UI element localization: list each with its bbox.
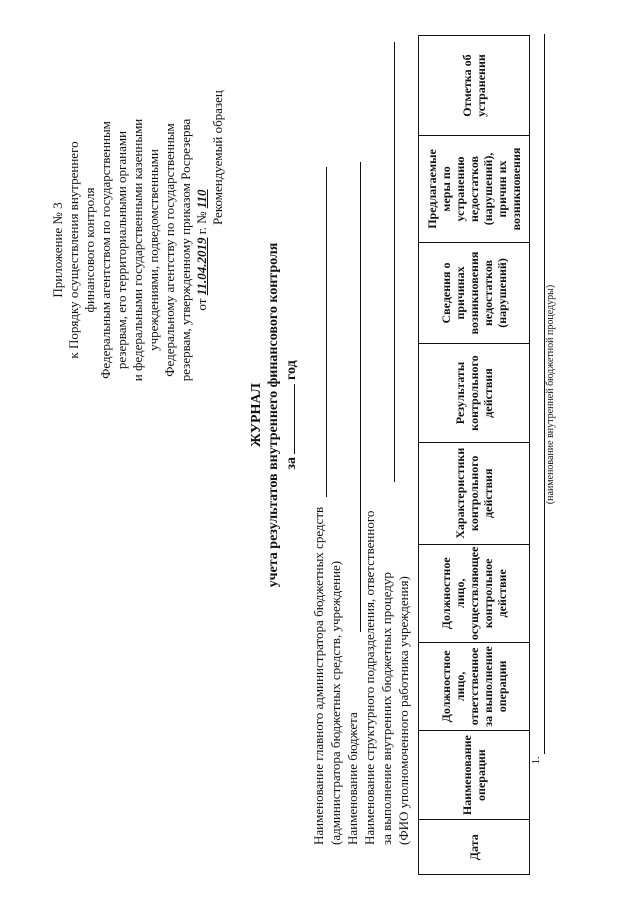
procedure-line [530,35,545,765]
info-line: за выполнение внутренних бюджетных процедур [379,572,394,845]
info-block [310,42,412,845]
appendix-line: Приложение № 3 [50,202,65,298]
info-row [344,42,361,845]
column-header-measures: Предлагаемые меры по устранению недостатков (нарушений), причин их возникновения [419,136,530,243]
column-header-controller: Должностное лицо, осуществляющее контрольное действие [419,544,530,643]
procedure-caption: (наименование внутренней бюджетной процедуры) [545,284,556,505]
info-line: Наименование главного администратора бюджетных средств [311,506,326,845]
info-row [378,42,395,845]
info-row [310,42,327,845]
journal-table [418,35,570,875]
info-row [361,42,378,845]
year-prefix: за [284,457,299,470]
column-header-responsible: Должностное лицо, ответственное за выполнение операции [419,643,530,731]
appendix-date-line [194,40,210,460]
table-row [530,36,571,875]
info-blank [314,167,327,497]
title-main: ЖУРНАЛ [249,383,264,447]
number-value: 110 [194,189,209,209]
appendix-line: финансового контроля [82,187,97,313]
title-sub: учета результатов внутреннего финансового контроля [266,242,281,588]
appendix-line: Федеральным агентством по государственным [98,121,113,379]
row-number: 1. [530,756,542,765]
procedure-cell [530,36,571,875]
column-header-date: Дата [419,820,530,875]
sample-label: Рекомендуемый образец [210,90,225,225]
appendix-line: и федеральными государственными казенными [130,118,145,382]
column-header-characteristics: Характеристики контрольного действия [419,442,530,544]
info-line: Наименование структурного подразделения, ответственного [362,510,377,845]
appendix-line: учреждениями, подведомственными [146,149,161,351]
year-suffix: год [284,360,299,381]
info-line: (администратора бюджетных средств, учреждение) [328,560,343,845]
date-prefix: от [194,298,209,311]
appendix-line: к Порядку осуществления внутреннего [66,141,81,359]
column-header-results: Результаты контрольного действия [419,344,530,443]
info-blank [382,42,395,482]
table-header-row [419,36,530,875]
appendix-line: резервам, утвержденному приказом Росрезерва [178,118,193,382]
column-header-operation: Наименование операции [419,730,530,820]
column-header-causes: Сведения о причинах возникновения недостатков (нарушений) [419,242,530,343]
info-line: (ФИО уполномоченного работника учреждения) [396,576,411,845]
info-blank [348,162,361,632]
year-blank [282,384,295,454]
appendix-line: резервам, его территориальными органами [114,130,129,370]
appendix-line: Федеральному агентству по государственным [162,123,177,377]
date-value: 11.04.2019 [194,237,209,296]
column-header-elimination: Отметка об устранении [419,36,530,136]
appendix-block [50,40,210,460]
info-line: Наименование бюджета [345,712,360,845]
number-prefix: г. № [194,211,209,235]
procedure-block [530,35,557,765]
journal-title [248,175,300,655]
title-year [282,175,300,655]
